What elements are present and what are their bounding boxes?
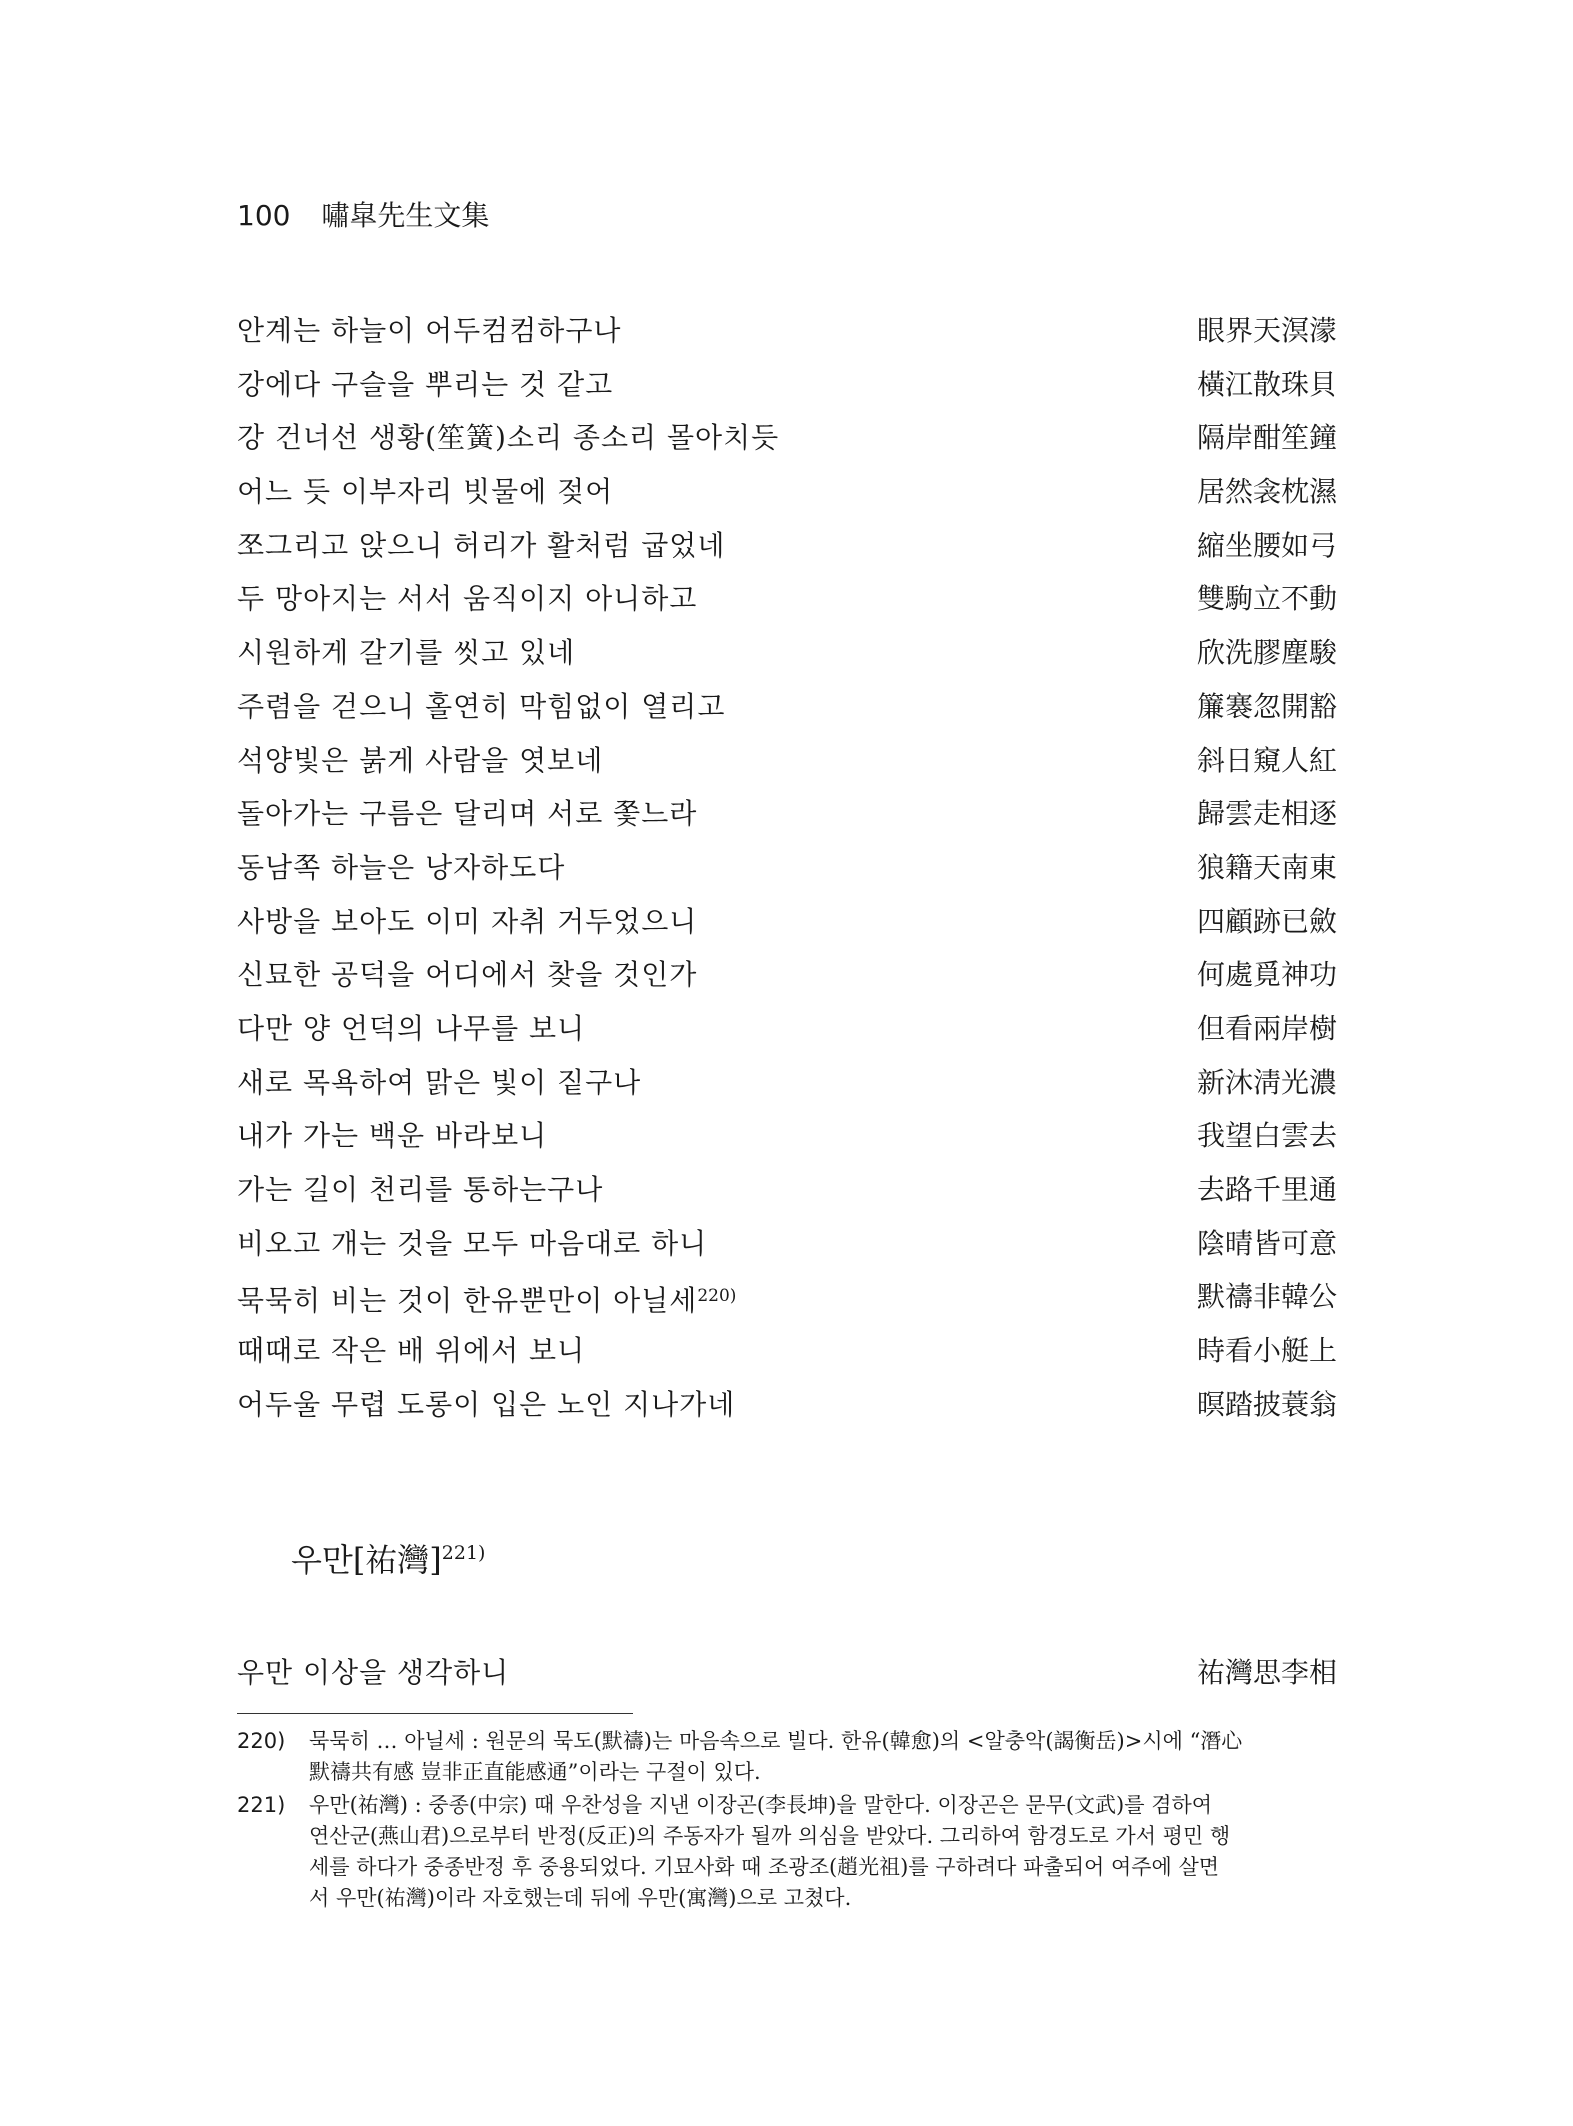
korean-text: 석양빛은 붉게 사람을 엿보네 [237,743,604,777]
page-number: 100 [237,199,291,232]
poem-line [237,572,1337,626]
hanja-text: 隔岸酣笙鐘 [1196,421,1337,455]
hanja-text: 時看小艇上 [1196,1334,1337,1368]
poem-line [237,1109,1337,1163]
poem-line [237,1646,1337,1700]
footnote-line: 세를 하다가 중종반정 후 중용되었다. 기묘사화 때 조광조(趙光祖)를 구하려다 파출되어 여주에 살면 [309,1855,1220,1879]
hanja-text: 縮坐腰如弓 [1196,528,1337,562]
footnote-220 [237,1726,1347,1788]
poem-line [237,1378,1337,1432]
footnote-line: 서 우만(祐灣)이라 자호했는데 뒤에 우만(寓灣)으로 고쳤다. [309,1886,852,1910]
hanja-text: 去路千里通 [1196,1173,1337,1206]
footnote-line: 묵묵히 … 아닐세 : 원문의 묵도(默禱)는 마음속으로 빌다. 한유(韓愈)의 <알충악(謁衡岳)>시에 “潛心 [309,1729,1243,1753]
footnote-221 [237,1790,1347,1914]
korean-text: 주렴을 걷으니 홀연히 막힘없이 열리고 [237,689,726,723]
korean-text: 동남쪽 하늘은 낭자하도다 [237,850,566,884]
poem-line [237,411,1337,465]
poem-line [237,1163,1337,1217]
hanja-text: 居然衾枕濕 [1196,475,1337,509]
korean-text: 어느 듯 이부자리 빗물에 젖어 [237,475,614,509]
poem-line [237,948,1337,1002]
korean-text: 안계는 하늘이 어두컴컴하구나 [237,314,622,347]
hanja-text: 陰晴皆可意 [1196,1226,1337,1260]
poem-line [237,1217,1337,1271]
hanja-text: 但看兩岸樹 [1196,1011,1337,1045]
hanja-text: 四顧跡已斂 [1196,904,1337,938]
section-title [291,1535,485,1581]
footnotes [237,1726,1347,1916]
korean-text: 비오고 개는 것을 모두 마음대로 하니 [237,1226,708,1260]
footnote-number: 221) [237,1793,286,1817]
korean-text: 강에다 구슬을 뿌리는 것 같고 [237,367,614,401]
hanja-text: 新沐淸光濃 [1196,1065,1337,1099]
korean-text: 돌아가는 구름은 달리며 서로 쫓느라 [237,797,698,831]
poem-body [237,304,1337,1431]
poem-line [237,519,1337,573]
korean-text: 때때로 작은 배 위에서 보니 [237,1334,586,1368]
hanja-text: 狼籍天南東 [1196,850,1337,884]
hanja-text: 祐灣思李相 [1196,1656,1337,1689]
hanja-text: 雙駒立不動 [1196,582,1337,616]
korean-text: 두 망아지는 서서 움직이지 아니하고 [237,582,698,616]
poem-line [237,1056,1337,1110]
poem-line [237,304,1337,358]
poem-line [237,1002,1337,1056]
section-title-text: 우만[祐灣] [291,1541,442,1579]
hanja-text: 眼界天溟濛 [1196,314,1337,347]
korean-text: 새로 목욕하여 맑은 빛이 짙구나 [237,1065,642,1099]
poem-line [237,1324,1337,1378]
poem-line [237,626,1337,680]
footnote-line: 우만(祐灣) : 중종(中宗) 때 우찬성을 지낸 이장곤(李長坤)을 말한다. 이장곤은 문무(文武)를 겸하여 [309,1793,1213,1817]
footnote-number: 220) [237,1729,286,1753]
footnote-divider [237,1713,633,1714]
korean-text: 가는 길이 천리를 통하는구나 [237,1173,604,1206]
hanja-text: 欣洗膠塵駿 [1196,636,1337,670]
korean-text: 내가 가는 백운 바라보니 [237,1119,548,1153]
korean-text: 신묘한 공덕을 어디에서 찾을 것인가 [237,958,698,992]
hanja-text: 暝踏披蓑翁 [1196,1387,1337,1421]
footnote-line: 默禱共有感 豈非正直能感通”이라는 구절이 있다. [309,1760,761,1784]
poem-line [237,841,1337,895]
hanja-text: 橫江散珠貝 [1196,367,1337,401]
korean-text: 시원하게 갈기를 씻고 있네 [237,636,576,670]
poem-line [237,895,1337,949]
footnote-ref-220[interactable]: 220) [697,1286,737,1307]
korean-text: 쪼그리고 앉으니 허리가 활처럼 굽었네 [237,528,726,562]
book-title: 嘯皐先生文集 [321,199,490,232]
korean-line-text: 묵묵히 비는 것이 한유뿐만이 아닐세 [237,1284,698,1318]
footnote-ref-221[interactable]: 221) [441,1542,486,1564]
poem-line [237,680,1337,734]
korean-text: 우만 이상을 생각하니 [237,1656,510,1689]
hanja-text: 我望白雲去 [1196,1119,1337,1153]
hanja-text: 歸雲走相逐 [1196,797,1337,831]
korean-text: 어두울 무렵 도롱이 입은 노인 지나가네 [237,1387,736,1421]
korean-text [237,1270,736,1328]
poem-line [237,787,1337,841]
hanja-text: 何處覓神功 [1196,958,1337,992]
poem-line [237,1270,1337,1324]
poem-line [237,734,1337,788]
korean-text: 사방을 보아도 이미 자취 거두었으니 [237,904,698,938]
hanja-text: 斜日窺人紅 [1196,743,1337,777]
poem-line [237,465,1337,519]
page-header [237,194,489,234]
poem-line [237,358,1337,412]
hanja-text: 默禱非韓公 [1196,1280,1337,1314]
korean-text: 강 건너선 생황(笙簧)소리 종소리 몰아치듯 [237,421,780,455]
footnote-line: 연산군(燕山君)으로부터 반정(反正)의 주동자가 될까 의심을 받았다. 그리하여 함경도로 가서 평민 행 [309,1824,1231,1848]
korean-text: 다만 양 언덕의 나무를 보니 [237,1011,586,1045]
hanja-text: 簾褰忽開豁 [1196,689,1337,723]
